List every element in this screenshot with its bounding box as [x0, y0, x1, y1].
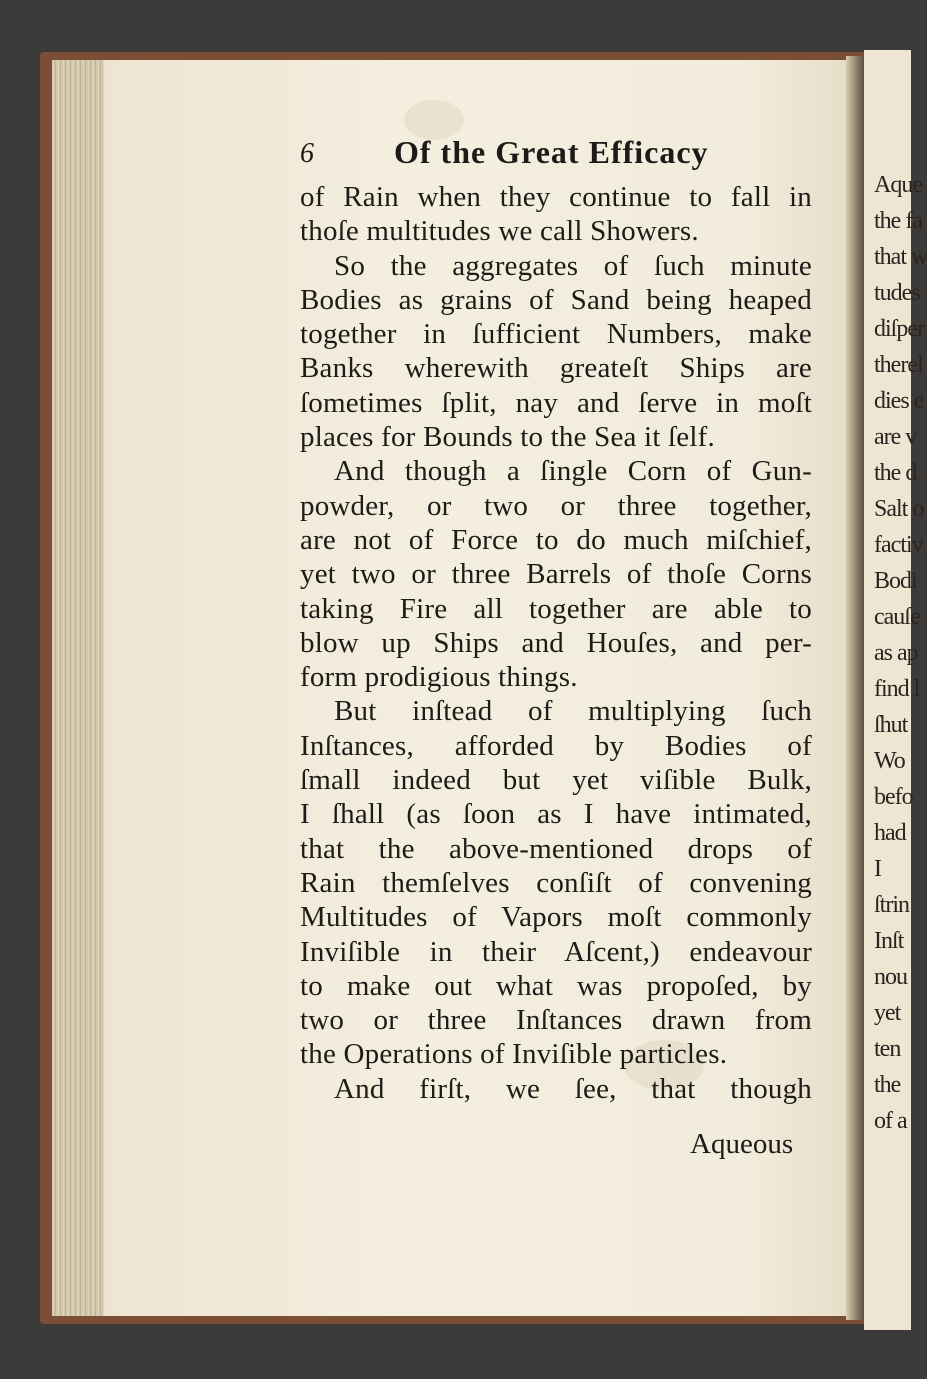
book-gutter [846, 56, 864, 1320]
facing-text-fragment: ten [874, 1036, 901, 1062]
facing-text-fragment: are v [874, 424, 917, 450]
facing-text-fragment: ſtrin [874, 892, 909, 918]
facing-text-fragment: Wo [874, 748, 905, 774]
facing-text-fragment: tudes [874, 280, 920, 306]
text-line: And though a ſingle Corn of Gun- [334, 455, 812, 488]
text-line: together in ſufficient Numbers, make [300, 318, 812, 351]
text-line: ſmall indeed but yet viſible Bulk, [300, 764, 812, 797]
facing-text-fragment: Salt o [874, 496, 924, 522]
facing-text-fragment: the fa [874, 208, 922, 234]
text-line: form prodigious things. [300, 661, 578, 694]
facing-text-fragment: find l [874, 676, 920, 702]
text-line: that the above-mentioned drops of [300, 832, 812, 865]
facing-text-fragment: that w [874, 244, 927, 270]
text-line: are not of Force to do much miſchief, [300, 523, 812, 556]
text-line: Bodies as grains of Sand being heaped [300, 283, 812, 316]
text-line: the Operations of Inviſible particles. [300, 1038, 728, 1071]
catchword: Aqueous [690, 1128, 794, 1160]
page-header [300, 136, 812, 176]
facing-text-fragment: therel [874, 352, 923, 378]
facing-page [864, 50, 927, 1330]
facing-text-fragment: had [874, 820, 906, 846]
text-line: powder, or two or three together, [300, 489, 812, 522]
facing-text-fragment: of a [874, 1108, 907, 1134]
facing-text-fragment: diſper [874, 316, 924, 342]
text-line: And firſt, we ſee, that though [334, 1072, 812, 1105]
facing-text-fragment: ſhut [874, 712, 908, 738]
text-line: ſometimes ſplit, nay and ſerve in moſt [300, 386, 812, 419]
facing-text-fragment: factiv [874, 532, 923, 558]
text-line: I ſhall (as ſoon as I have intimated, [300, 798, 812, 831]
text-line: So the aggregates of ſuch minute [334, 249, 812, 282]
facing-text-fragment: yet [874, 1000, 901, 1026]
facing-text-fragment: as ap [874, 640, 918, 666]
text-line: Banks wherewith greateſt Ships are [300, 352, 812, 385]
text-line: Multitudes of Vapors moſt commonly [300, 901, 812, 934]
facing-text-fragment: befo [874, 784, 913, 810]
text-line: of Rain when they continue to fall in [300, 181, 812, 213]
facing-text-fragment: the [874, 1072, 901, 1098]
text-line: blow up Ships and Houſes, and per- [300, 626, 812, 659]
text-line: Rain themſelves conſiſt of convening [300, 866, 812, 899]
text-line: But inſtead of multiplying ſuch [334, 695, 812, 728]
facing-text-fragment: Bodi [874, 568, 917, 594]
facing-text-fragment: dies e [874, 388, 924, 414]
running-head: Of the Great Efficacy [394, 134, 709, 170]
text-line: places for Bounds to the Sea it ſelf. [300, 421, 715, 454]
page-number: 6 [300, 138, 314, 169]
facing-text-fragment: the d [874, 460, 917, 486]
facing-text-fragment: nou [874, 964, 907, 990]
body-text [300, 180, 812, 1106]
facing-text-fragment: I [874, 856, 881, 882]
text-line: two or three Inſtances drawn from [300, 1004, 812, 1037]
text-line: Inviſible in their Aſcent,) endeavour [300, 935, 812, 968]
text-line: to make out what was propoſed, by [300, 969, 812, 1002]
text-line: yet two or three Barrels of thoſe Corns [300, 558, 812, 591]
text-line: thoſe multitudes we call Showers. [300, 215, 699, 248]
facing-text-fragment: cauſe [874, 604, 920, 630]
facing-text-fragment: Aque [874, 172, 922, 198]
text-line: taking Fire all together are able to [300, 592, 812, 625]
text-line: Inſtances, afforded by Bodies of [300, 729, 812, 762]
facing-text-fragment: Inſt [874, 928, 904, 954]
